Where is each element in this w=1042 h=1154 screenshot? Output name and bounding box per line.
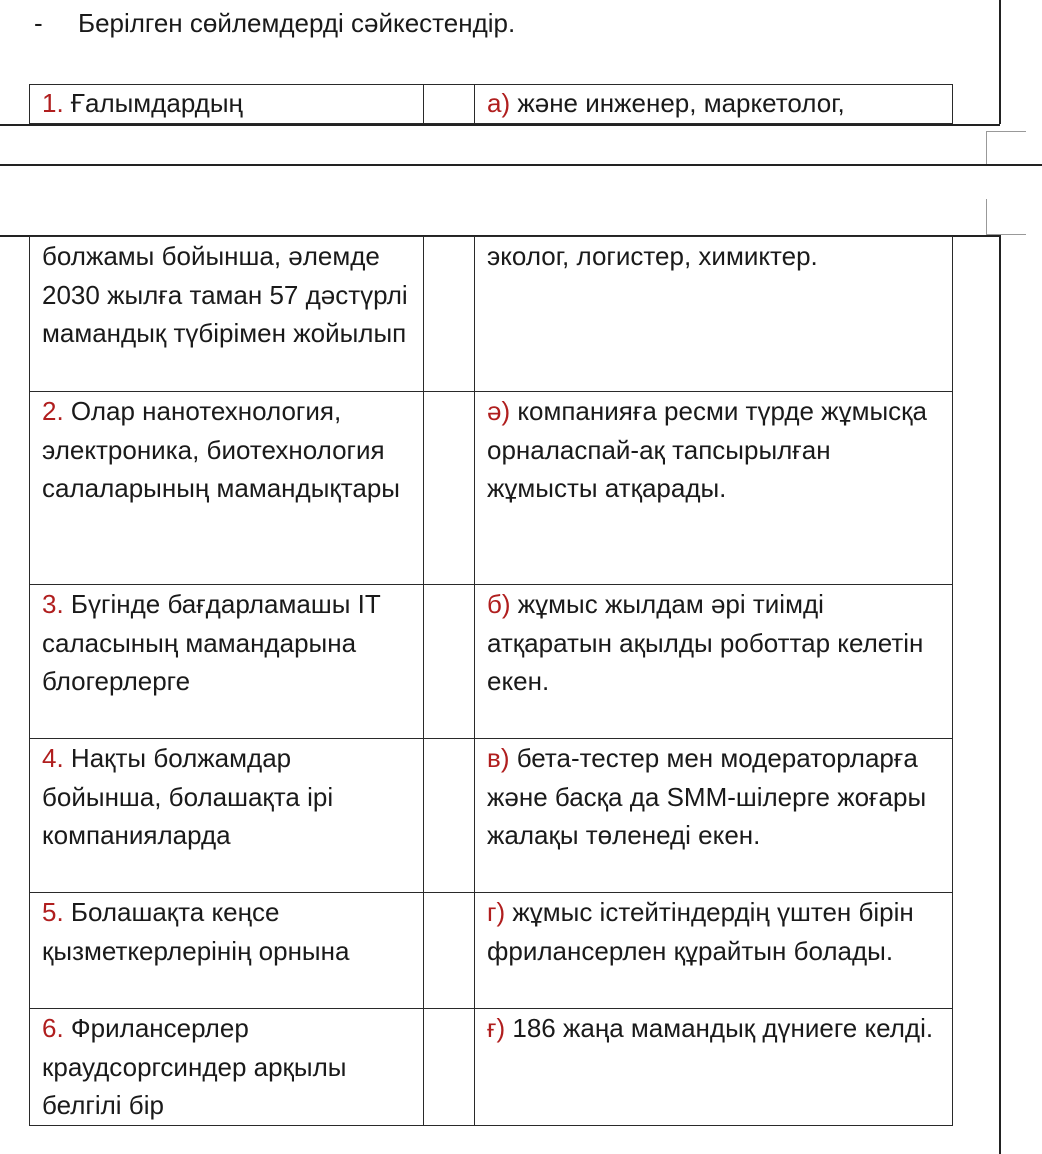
right-cell — [475, 85, 953, 124]
table-row — [30, 237, 953, 392]
item-number: 2. — [42, 396, 64, 426]
instruction-text: Берілген сөйлемдерді сәйкестендір. — [78, 8, 516, 38]
option-text: және инженер, маркетолог, — [510, 88, 845, 118]
page-corner-mark-top-v — [986, 131, 987, 164]
item-number: 4. — [42, 743, 64, 773]
option-text: бета-тестер мен модераторларға және басқа да SMM-шілерге жоғары жалақы төленеді екен. — [487, 743, 927, 850]
option-text: компанияға ресми түрде жұмысқа орналаспай-ақ тапсырылған жұмысты атқарады. — [487, 396, 927, 503]
item-number: 6. — [42, 1013, 64, 1043]
answer-cell[interactable] — [424, 1009, 475, 1126]
table-row — [30, 893, 953, 1009]
answer-cell[interactable] — [424, 893, 475, 1009]
table-row — [30, 585, 953, 739]
table-row — [30, 392, 953, 585]
option-letter: а) — [487, 88, 511, 118]
right-cell — [475, 739, 953, 893]
page-corner-mark-bottom-v — [986, 199, 987, 234]
left-cell — [30, 739, 424, 893]
answer-cell[interactable] — [424, 392, 475, 585]
item-number: 1. — [42, 88, 64, 118]
item-text: Нақты болжамдар бойынша, болашақта ірі компанияларда — [42, 743, 334, 850]
page-break-line — [0, 164, 1042, 166]
option-letter: ғ) — [487, 1013, 506, 1043]
option-letter: б) — [487, 589, 511, 619]
answer-cell[interactable] — [424, 739, 475, 893]
instruction-bullet: - — [34, 8, 43, 38]
page-border-right-top — [999, 0, 1001, 124]
item-text: Бүгінде бағдарламашы IT саласының мамандарына блогерлерге — [42, 589, 381, 696]
left-cell — [30, 85, 424, 124]
option-letter: г) — [487, 897, 506, 927]
item-number: 5. — [42, 897, 64, 927]
answer-cell[interactable] — [424, 85, 475, 124]
right-cell — [475, 585, 953, 739]
table-row — [30, 1009, 953, 1126]
item-text: Ғалымдардың — [63, 88, 243, 118]
item-text: Фрилансерлер краудсоргсиндер арқылы белгілі бір — [42, 1013, 347, 1120]
option-text: жұмыс істейтіндердің үштен бірін фрилансерлен құрайтын болады. — [487, 897, 914, 966]
option-text: жұмыс жылдам әрі тиімді атқаратын ақылды роботтар келетін екен. — [487, 589, 924, 696]
item-text: Олар нанотехнология, электроника, биотехнология салаларының мамандықтары — [42, 396, 400, 503]
option-letter: ә) — [487, 396, 511, 426]
item-text: болжамы бойынша, әлемде 2030 жылға таман 57 дәстүрлі мамандық түбірімен жойылып — [42, 241, 408, 348]
page-border-right-bottom — [999, 235, 1001, 1154]
answer-cell[interactable] — [424, 237, 475, 392]
left-cell — [30, 1009, 424, 1126]
item-number: 3. — [42, 589, 64, 619]
option-text: эколог, логистер, химиктер. — [487, 241, 818, 271]
right-cell — [475, 237, 953, 392]
table-row — [30, 739, 953, 893]
left-cell — [30, 392, 424, 585]
right-cell — [475, 893, 953, 1009]
left-cell — [30, 585, 424, 739]
page-border-bottom-top — [0, 124, 1000, 126]
left-cell — [30, 237, 424, 392]
answer-cell[interactable] — [424, 585, 475, 739]
instruction-line — [34, 6, 515, 40]
right-cell — [475, 392, 953, 585]
table-row — [30, 85, 953, 124]
item-text: Болашақта кеңсе қызметкерлерінің орнына — [42, 897, 350, 966]
matching-table — [29, 236, 953, 1126]
left-cell — [30, 893, 424, 1009]
option-text: 186 жаңа мамандық дүниеге келді. — [505, 1013, 934, 1043]
matching-table-top — [29, 84, 953, 124]
option-letter: в) — [487, 743, 510, 773]
right-cell — [475, 1009, 953, 1126]
page-corner-mark-top — [986, 131, 1026, 132]
